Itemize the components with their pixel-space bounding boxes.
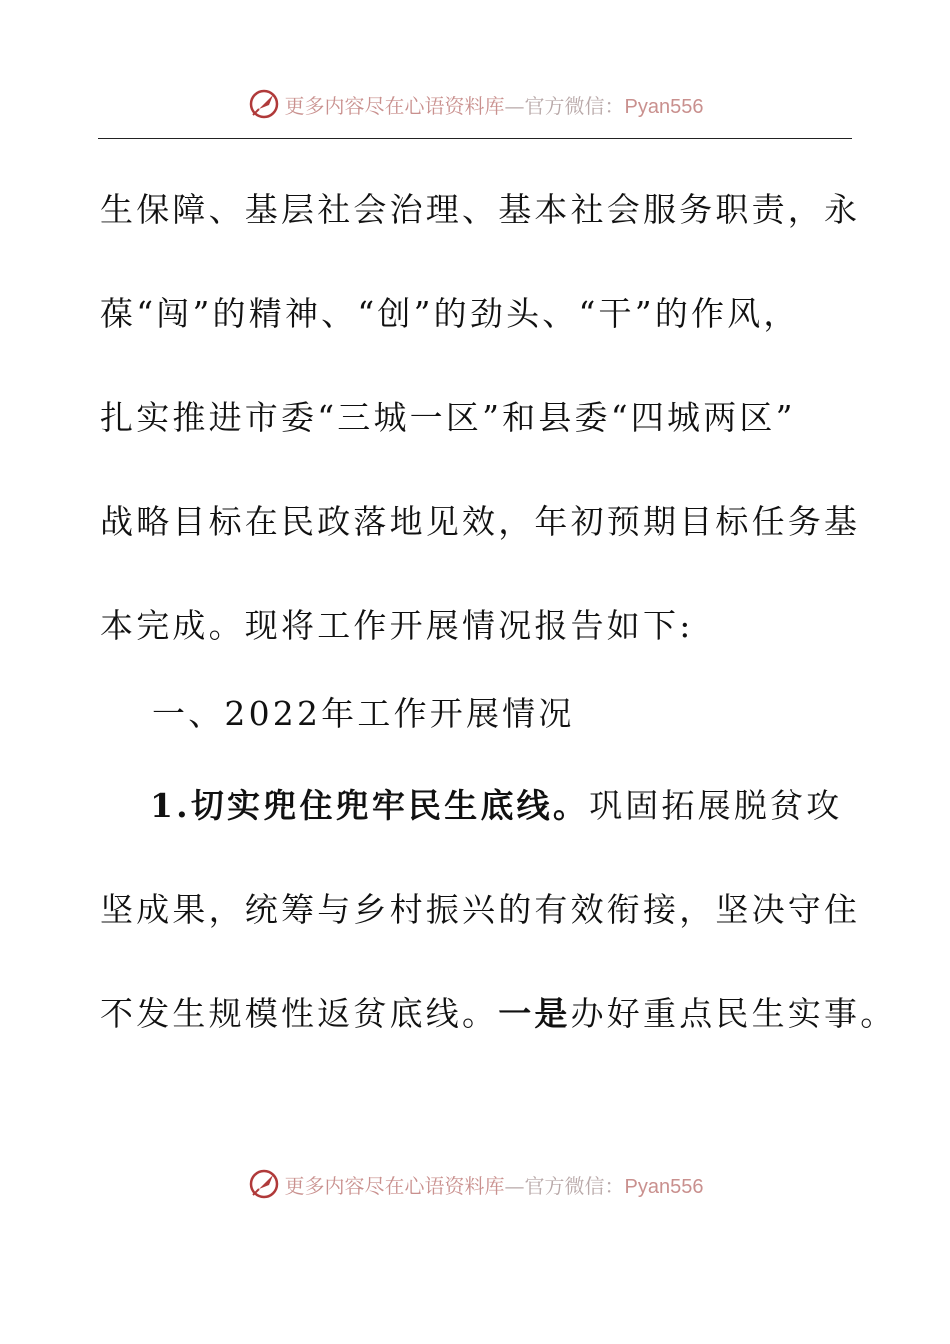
emphasis-marker: 一是 [498,994,571,1033]
paragraph-line: 葆“闯”的精神、“创”的劲头、“干”的作风， [100,294,800,333]
section-heading: 一、2022年工作开展情况 [152,694,575,733]
paragraph-line: 扎实推进市委“三城一区”和县委“四城两区” [100,398,796,437]
header-divider [98,138,852,139]
paragraph-line: 本完成。现将工作开展情况报告如下: [100,606,694,645]
paragraph-line: 战略目标在民政落地见效，年初预期目标任务基 [100,502,861,541]
header-watermark-text: 更多内容尽在心语资料库—官方微信：Pyan556 [284,93,704,118]
quill-logo-icon [247,1167,281,1201]
item-heading: 1.切实兜住兜牢民生底线。 [150,786,590,825]
footer-watermark [0,1164,950,1204]
quill-logo-icon [247,87,281,121]
paragraph-line: 不发生规模性返贫底线。一是办好重点民生实事。 [100,994,897,1033]
header-watermark [0,84,950,124]
paragraph-line: 坚成果，统筹与乡村振兴的有效衔接，坚决守住 [100,890,861,929]
footer-watermark-text: 更多内容尽在心语资料库—官方微信：Pyan556 [284,1173,704,1198]
paragraph-line: 生保障、基层社会治理、基本社会服务职责，永 [100,190,861,229]
paragraph-line: 1.切实兜住兜牢民生底线。巩固拓展脱贫攻 [150,786,843,825]
